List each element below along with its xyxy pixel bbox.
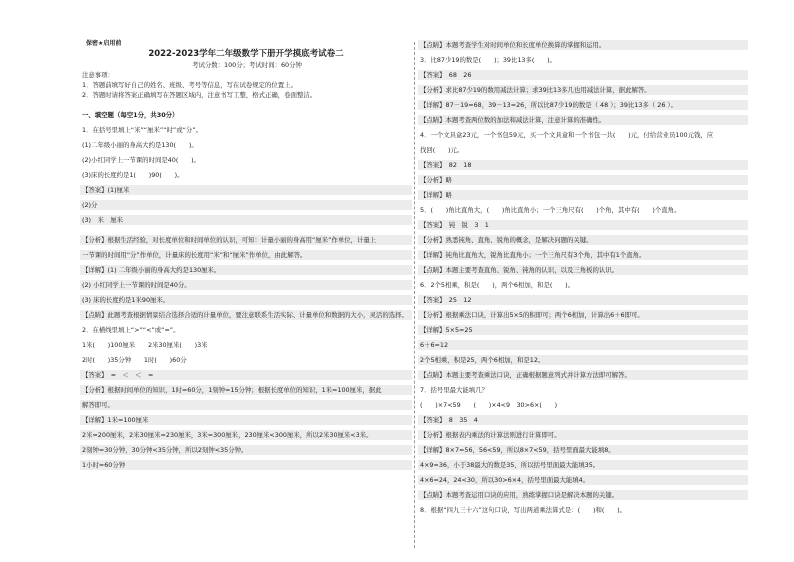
right-line: 【点睛】本题主要考查乘法口诀，正确根据题意列式并计算方法即可解答。 bbox=[418, 370, 748, 380]
left-line: 【点睛】此题考查根据情景结合选择合适的计量单位，要注意联系生活实际、计量单位和数据的大小，灵活的选择。 bbox=[80, 310, 412, 320]
left-line: 2刻钟=30分钟，30分钟<35分钟，所以2刻钟<35分钟。 bbox=[80, 445, 412, 455]
right-line: 【分析】根据乘法口诀，计算出5×5的积即可；两个6相加，计算出6＋6即可。 bbox=[418, 310, 748, 320]
right-line: 【分析】根据表内乘法的计算法则进行计算即可。 bbox=[418, 430, 748, 440]
left-column bbox=[80, 0, 412, 562]
left-line: 【分析】根据生活经验，对长度单位和时间单位的认识，可知：计量小丽的身高用“厘米”作单位，计量上 bbox=[80, 235, 412, 245]
right-line: 3．比87少19的数是( )；39比13多( )。 bbox=[420, 56, 557, 64]
right-line: 【点睛】本题考查运用口诀的应用，熟练掌握口诀是解决本题的关键。 bbox=[418, 490, 748, 500]
right-line: 【点睛】本题考查两位数的加法和减法计算，注意计算的准确性。 bbox=[418, 115, 748, 125]
left-line: (2)小红同学上一节课的时间是40( )。 bbox=[82, 156, 201, 164]
left-line: 【分析】根据时间单位的知识，1时=60分，1刻钟=15分钟；根据长度单位的知识，1米=100厘米，据此 bbox=[80, 385, 412, 395]
right-line: 【详解】略 bbox=[418, 190, 748, 200]
left-body bbox=[80, 110, 412, 470]
right-line: 【答案】 68 26 bbox=[418, 70, 748, 80]
left-line: 2时( )35分钟 1时( )60分 bbox=[82, 356, 187, 364]
right-line: 【详解】8×7=56，56<59，所以8×7<59，括号里面最大能填8。 bbox=[418, 445, 748, 455]
left-line: 1．在括号里填上“米”“厘米”“时”或“分”。 bbox=[82, 126, 203, 134]
left-line: 2．在横线里填上“>”“<”或“=”。 bbox=[82, 326, 180, 334]
right-line: 4．一个文具盒23元，一个书包59元，买一个文具盒和一个书包一共( )元，付给营业员100元钱，应 bbox=[420, 131, 714, 139]
right-line: 【答案】 钝 锐 3 1 bbox=[418, 220, 748, 230]
right-line: ( )×7<59 ( )×4<9 30>6×( ) bbox=[420, 401, 558, 409]
left-line: (3) 米 厘米 bbox=[80, 215, 412, 225]
left-line: (3)床的长度约是1( )90( )。 bbox=[82, 171, 184, 179]
right-line: 2个5相乘，积是25，两个6相加，和是12。 bbox=[418, 355, 748, 365]
left-line: 2米=200厘米，2米30厘米=230厘米，3米=300厘米，230厘米<300厘米，所以2米30厘米<3米。 bbox=[80, 430, 412, 440]
right-line: 【答案】 8 35 4 bbox=[418, 415, 748, 425]
left-line: (2)分 bbox=[80, 200, 412, 210]
left-line: 【详解】(1) 二年级小丽的身高大约是130厘米。 bbox=[80, 265, 412, 275]
right-line: 【点睛】本题考查学生对时间单位和长度单位换算的掌握和运用。 bbox=[418, 40, 748, 50]
right-line: 【答案】 82 18 bbox=[418, 160, 748, 170]
right-line: 【详解】5×5=25 bbox=[418, 325, 748, 335]
left-line: (2) 小红同学上一节课的时间是40分。 bbox=[80, 280, 412, 290]
left-line: (3) 床的长度约是1米90厘米。 bbox=[80, 295, 412, 305]
right-body bbox=[418, 40, 748, 515]
right-line: 【答案】 25 12 bbox=[418, 295, 748, 305]
right-line: 【分析】略 bbox=[418, 175, 748, 185]
exam-info: 考试分数：100分；考试时间：60分钟 bbox=[192, 61, 302, 69]
notes-heading: 注意事项： bbox=[82, 71, 114, 79]
right-line: 6．2个5相乘，积是( )，两个6相加，和是( )。 bbox=[420, 281, 575, 289]
right-line: 【分析】熟悉钝角、直角、锐角的概念，是解决问题的关键。 bbox=[418, 235, 748, 245]
left-line: 【答案】(1)厘米 bbox=[80, 185, 412, 195]
right-line: 5．( )角比直角大，( )角比直角小；一个三角尺有( )个角，其中有( )个直角。 bbox=[420, 206, 681, 214]
left-line: 【详解】1米=100厘米 bbox=[80, 415, 412, 425]
confidential-label: 保密★启用前 bbox=[86, 40, 122, 47]
right-column bbox=[418, 0, 748, 562]
right-line: 6＋6=12 bbox=[418, 340, 748, 350]
right-line: 4×9=36，小于38最大的数是35，所以括号里面最大能填35。 bbox=[418, 460, 748, 470]
right-line: 7．括号里最大能填几？ bbox=[420, 386, 488, 394]
left-line: 一节课的时间用“分”作单位，计量床的长度用“米”和“厘米”作单位，由此解答。 bbox=[80, 250, 412, 260]
left-line: 1小时=60分钟 bbox=[80, 460, 412, 470]
right-line: 【详解】87－19=68，39－13=26，所以比87少19的数是（ 48 ）；39比13多（ 26 ）。 bbox=[418, 100, 748, 110]
left-line: (1)二年级小丽的身高大约是130( )。 bbox=[82, 141, 198, 149]
right-line: 找回( )元。 bbox=[420, 146, 464, 154]
right-line: 【分析】求比87少19的数用减法计算；求39比13多几也用减法计算，据此解答。 bbox=[418, 85, 748, 95]
right-line: 【详解】钝角比直角大，锐角比直角小；一个三角尺有3个角，其中有1个直角。 bbox=[418, 250, 748, 260]
left-line: 一、填空题（每空1分，共30分） bbox=[82, 111, 179, 119]
note-1: 1．答题前填写好自己的姓名、班级、考号等信息，写在试卷规定的位置上。 bbox=[82, 81, 297, 89]
left-line: 【答案】 = ＜ ＜ = bbox=[80, 370, 412, 380]
right-line: 8．根据“四九三十六”这句口诀，写出两道乘法算式是：( )和( )。 bbox=[420, 506, 626, 514]
right-line: 4×6=24，24<30，所以30>6×4，括号里面最大能填4。 bbox=[418, 475, 748, 485]
left-line: 解答即可。 bbox=[80, 400, 412, 410]
exam-title: 2022-2023学年二年级数学下册开学摸底考试卷二 bbox=[148, 49, 344, 59]
column-divider bbox=[414, 42, 415, 548]
right-line: 【点睛】本题主要考查直角、锐角、钝角的认识，以及三角板的认识。 bbox=[418, 265, 748, 275]
left-line: 1米( )100厘米 2米30厘米( )3米 bbox=[82, 341, 208, 349]
note-2: 2．答题时请将答案正确填写在答题区域内，注意书写工整，格式正确，卷面整洁。 bbox=[82, 91, 317, 99]
